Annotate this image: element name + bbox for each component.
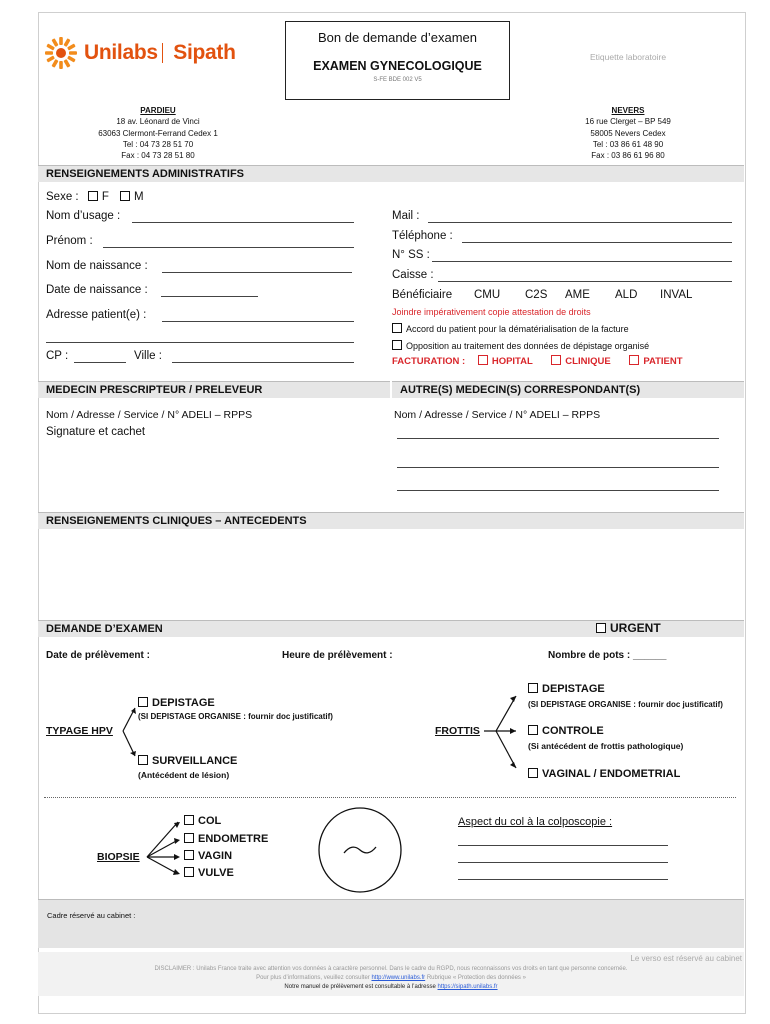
telephone-label: Téléphone : [392, 230, 453, 242]
biopsie-vulve-label: VULVE [198, 867, 234, 879]
date-prelevement-label: Date de prélèvement : [46, 650, 150, 661]
lab-street: 18 av. Léonard de Vinci [116, 117, 200, 127]
lab-phone: Tel : 03 86 61 48 90 [592, 139, 664, 149]
hpv-surveillance-label: SURVEILLANCE [152, 755, 238, 767]
aspect-col-label: Aspect du col à la colposcopie : [458, 816, 613, 828]
nss-label: N° SS : [392, 249, 430, 261]
typage-hpv-label: TYPAGE HPV [46, 725, 113, 737]
cp-label: CP : [46, 350, 69, 362]
fr-depistage-checkbox[interactable] [528, 683, 538, 693]
lab-postcode: 63063 Clermont-Ferrand Cedex 1 [98, 128, 218, 138]
lab-postcode: 58005 Nevers Cedex [590, 128, 666, 138]
section-prescripteur-title: MEDECIN PRESCRIPTEUR / PRELEVEUR [38, 381, 390, 398]
fr-depistage-note: (SI DEPISTAGE ORGANISE : fournir doc justificatif) [528, 700, 723, 709]
facturation-clinique-label: CLINIQUE [565, 356, 611, 367]
sexe-label: Sexe : [46, 191, 79, 203]
caisse-label: Caisse : [392, 269, 434, 281]
hpv-depistage-row [138, 697, 215, 709]
form-code: S-FE BDE 002 V5 [373, 77, 422, 83]
frottis-label: FROTTIS [435, 725, 480, 737]
beneficiaire-label: Bénéficiaire [392, 289, 453, 301]
lab-city: NEVERS [611, 106, 645, 115]
fr-controle-label: CONTROLE [542, 725, 604, 737]
benef-cmu[interactable]: CMU [474, 289, 501, 301]
nom-naissance-label: Nom de naissance : [46, 260, 148, 272]
sipath-link[interactable]: https://sipath.unilabs.fr [437, 984, 498, 990]
ville-label: Ville : [134, 350, 162, 362]
section-correspondant-title: AUTRE(S) MEDECIN(S) CORRESPONDANT(S) [392, 381, 744, 398]
benef-ald[interactable]: ALD [615, 289, 638, 301]
hpv-surveillance-note: (Antécédent de lésion) [138, 770, 230, 780]
lab-fax: Fax : 03 86 61 96 80 [591, 151, 665, 161]
benef-inval[interactable]: INVAL [660, 289, 693, 301]
aspect-col-field-3[interactable] [458, 879, 668, 880]
info-suffix: Rubrique « Protection des données » [426, 975, 526, 981]
fr-vaginal-row [528, 768, 680, 780]
cabinet-label: Cadre réservé au cabinet : [47, 911, 136, 920]
aspect-col-field-2[interactable] [458, 862, 668, 863]
unilabs-link[interactable]: http://www.unilabs.fr [371, 975, 426, 981]
lab-fax: Fax : 04 73 28 51 80 [121, 151, 195, 161]
biopsie-endometre-label: ENDOMETRE [198, 833, 269, 845]
fr-controle-note: (Si antécédent de frottis pathologique) [528, 741, 684, 751]
logo-text-unilabs: Unilabs [84, 41, 158, 64]
correspondant-info-label: Nom / Adresse / Service / N° ADELI – RPPS [394, 409, 601, 421]
biopsie-endometre-checkbox[interactable] [184, 833, 194, 843]
nom-usage-label: Nom d’usage : [46, 210, 121, 222]
aspect-col-field-1[interactable] [458, 845, 668, 846]
cabinet-area[interactable] [38, 899, 744, 948]
prescripteur-info-label: Nom / Adresse / Service / N° ADELI – RPPS [46, 409, 253, 421]
prenom-label: Prénom : [46, 235, 93, 247]
hpv-depistage-label: DEPISTAGE [152, 697, 215, 709]
biopsie-col-label: COL [198, 815, 222, 827]
info-prefix: Pour plus d’informations, veuillez consulter [256, 975, 370, 981]
biopsie-vulve-checkbox[interactable] [184, 867, 194, 877]
adresse-label: Adresse patient(e) : [46, 309, 147, 321]
cervix-os-icon [344, 847, 376, 853]
heure-prelevement-label: Heure de prélèvement : [282, 650, 393, 661]
hpv-surveillance-row [138, 755, 237, 767]
date-naissance-label: Date de naissance : [46, 284, 148, 296]
urgent-label: URGENT [610, 621, 661, 635]
benef-c2s[interactable]: C2S [525, 289, 548, 301]
biopsie-col-checkbox[interactable] [184, 815, 194, 825]
section-demande-title: DEMANDE D’EXAMEN [38, 620, 744, 637]
info-line [38, 975, 744, 981]
verso-note: Le verso est réservé au cabinet [630, 954, 742, 963]
fr-depistage-label: DEPISTAGE [542, 683, 605, 695]
fr-vaginal-label: VAGINAL / ENDOMETRIAL [542, 768, 681, 780]
biopsie-vagin-row [184, 850, 232, 862]
fr-depistage-row [528, 683, 605, 695]
accord-label: Accord du patient pour la dématérialisation de la facture [406, 324, 629, 334]
fr-controle-row [528, 725, 604, 737]
section-admin-title: RENSEIGNEMENTS ADMINISTRATIFS [38, 165, 744, 182]
sexe-m-label: M [134, 191, 144, 203]
etiquette-label: Etiquette laboratoire [590, 52, 667, 62]
biopsie-vagin-checkbox[interactable] [184, 850, 194, 860]
hpv-depistage-note: (SI DEPISTAGE ORGANISE : fournir doc justificatif) [138, 712, 333, 721]
biopsie-col-row [184, 815, 221, 827]
lab-phone: Tel : 04 73 28 51 70 [122, 139, 194, 149]
biopsie-vulve-row [184, 867, 234, 879]
facturation-patient-label: PATIENT [643, 356, 683, 367]
sexe-f-label: F [101, 191, 109, 203]
biopsie-endometre-row [184, 833, 268, 845]
nombre-pots-label: Nombre de pots : ______ [548, 650, 667, 661]
joindre-notice: Joindre impérativement copie attestation de droits [392, 307, 591, 317]
hpv-surveillance-checkbox[interactable] [138, 755, 148, 765]
opposition-label: Opposition au traitement des données de dépistage organisé [406, 341, 650, 351]
form-title: Bon de demande d’examen [317, 30, 477, 45]
hpv-depistage-checkbox[interactable] [138, 697, 148, 707]
facturation-label: FACTURATION : [392, 356, 466, 367]
benef-ame[interactable]: AME [565, 289, 590, 301]
disclaimer-text: DISCLAIMER : Unilabs France traite avec attention vos données à caractère personnel. Dans le cadre du RGPD, nous reconnaissons vos droits en tant que personne concernée. [154, 966, 628, 972]
lab-street: 16 rue Clerget – BP 549 [585, 117, 671, 127]
section-cliniques-title: RENSEIGNEMENTS CLINIQUES – ANTECEDENTS [38, 512, 744, 529]
biopsie-label: BIOPSIE [97, 851, 140, 863]
fr-vaginal-checkbox[interactable] [528, 768, 538, 778]
lab-city: PARDIEU [140, 106, 176, 115]
footer [38, 952, 744, 996]
biopsie-vagin-label: VAGIN [198, 850, 233, 862]
form-subtitle: EXAMEN GYNECOLOGIQUE [313, 59, 482, 73]
dotted-separator [44, 797, 736, 798]
fr-controle-checkbox[interactable] [528, 725, 538, 735]
logo-text-sipath: Sipath [173, 41, 236, 64]
facturation-hopital-label: HOPITAL [491, 356, 533, 367]
signature-label: Signature et cachet [46, 426, 146, 438]
mail-label: Mail : [392, 210, 420, 222]
manuel-line [38, 984, 744, 990]
manuel-prefix: Notre manuel de prélèvement est consultable à l’adresse [284, 984, 436, 990]
